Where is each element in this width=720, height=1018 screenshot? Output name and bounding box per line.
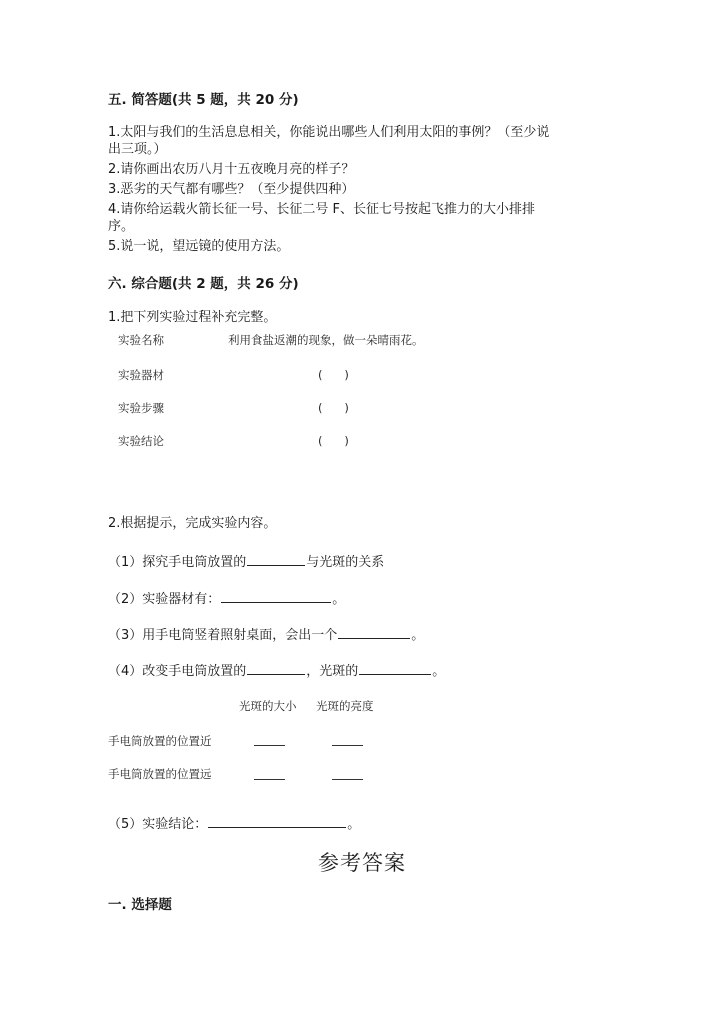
q2-item4-text-b: ，光斑的 bbox=[306, 664, 359, 679]
answers-section1-title: 一. 选择题 bbox=[108, 897, 172, 913]
table-row-near-label: 手电筒放置的位置近 bbox=[108, 734, 212, 748]
table-label-conclusion: 实验结论 bbox=[118, 434, 164, 448]
section5-q3: 3.恶劣的天气都有哪些？（至少提供四种） bbox=[108, 182, 355, 197]
q2-item2-text-a: （2）实验器材有： bbox=[108, 592, 221, 607]
row-near-size-blank[interactable] bbox=[254, 745, 285, 746]
q2-item1-blank[interactable] bbox=[247, 552, 305, 566]
section6-title: 六. 综合题(共 2 题，共 26 分) bbox=[108, 276, 299, 292]
q2-item4 bbox=[108, 660, 445, 679]
q2-item1-text-a: （1）探究手电筒放置的 bbox=[108, 555, 247, 570]
q2-item3-text-b: 。 bbox=[411, 628, 425, 643]
section6-q1-prompt: 1.把下列实验过程补充完整。 bbox=[108, 310, 277, 325]
q2-item2 bbox=[108, 588, 345, 607]
table-value-conclusion: ( ) bbox=[318, 434, 349, 448]
table-label-materials: 实验器材 bbox=[118, 368, 164, 382]
q2-item3 bbox=[108, 624, 424, 643]
q2-item5-blank[interactable] bbox=[208, 814, 346, 828]
q2-item5-text-b: 。 bbox=[347, 817, 361, 832]
section5-q1-line1: 1.太阳与我们的生活息息相关，你能说出哪些人们利用太阳的事例？（至少说 bbox=[108, 125, 550, 140]
table-header-size: 光斑的大小 bbox=[239, 699, 297, 713]
q2-item3-blank[interactable] bbox=[338, 625, 410, 639]
answers-title: 参考答案 bbox=[318, 851, 406, 875]
section5-q4-line1: 4.请你给运载火箭长征一号、长征二号 F、长征七号按起飞推力的大小排排 bbox=[108, 202, 536, 217]
q2-item2-text-b: 。 bbox=[332, 592, 346, 607]
table-value-materials: ( ) bbox=[318, 368, 349, 382]
table-value-name: 利用食盐返潮的现象，做一朵晴雨花。 bbox=[228, 333, 424, 347]
section5-q1-line2: 出三项。） bbox=[108, 142, 167, 157]
row-far-brightness-blank[interactable] bbox=[332, 779, 363, 780]
section5-title: 五. 简答题(共 5 题，共 20 分) bbox=[108, 92, 299, 108]
section5-q2: 2.请你画出农历八月十五夜晚月亮的样子？ bbox=[108, 162, 355, 177]
q2-item5-text-a: （5）实验结论： bbox=[108, 817, 208, 832]
table-label-steps: 实验步骤 bbox=[118, 401, 164, 415]
section5-q5: 5.说一说，望远镜的使用方法。 bbox=[108, 239, 290, 254]
row-far-size-blank[interactable] bbox=[254, 779, 285, 780]
q2-item4-blank2[interactable] bbox=[359, 661, 431, 675]
q2-item1-text-b: 与光斑的关系 bbox=[306, 555, 385, 570]
q2-item5 bbox=[108, 813, 360, 832]
section6-q2-prompt: 2.根据提示，完成实验内容。 bbox=[108, 516, 277, 531]
row-near-brightness-blank[interactable] bbox=[332, 745, 363, 746]
q2-item2-blank[interactable] bbox=[221, 589, 331, 603]
q2-item1 bbox=[108, 551, 384, 570]
q2-item4-blank1[interactable] bbox=[247, 661, 305, 675]
table-value-steps: ( ) bbox=[318, 401, 349, 415]
q2-item4-text-a: （4）改变手电筒放置的 bbox=[108, 664, 247, 679]
table-label-name: 实验名称 bbox=[118, 333, 164, 347]
table-header-brightness: 光斑的亮度 bbox=[316, 699, 374, 713]
q2-item3-text-a: （3）用手电筒竖着照射桌面，会出一个 bbox=[108, 628, 338, 643]
table-row-far-label: 手电筒放置的位置远 bbox=[108, 767, 212, 781]
section5-q4-line2: 序。 bbox=[108, 219, 135, 234]
q2-item4-text-c: 。 bbox=[432, 664, 446, 679]
